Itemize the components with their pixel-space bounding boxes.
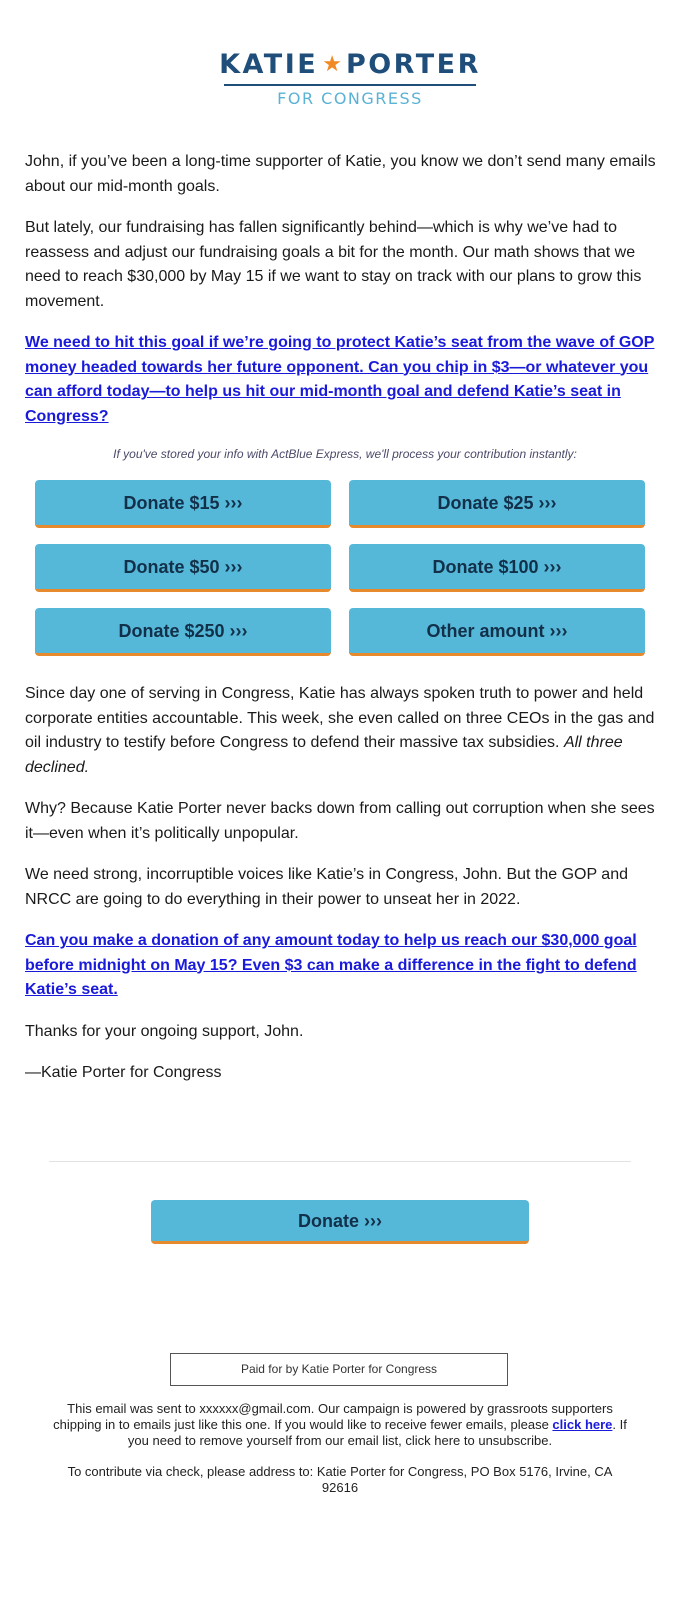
fewer-emails-link[interactable]: click here — [552, 1417, 613, 1432]
donate-button[interactable]: Donate ››› — [151, 1200, 529, 1244]
donate-100-button[interactable]: Donate $100 ››› — [349, 544, 645, 592]
corruption-paragraph: Why? Because Katie Porter never backs down from calling out corruption when she sees it—even when it’s politically unpopular. — [25, 800, 655, 842]
donation-goal-link[interactable]: Can you make a donation of any amount today to help us reach our $30,000 goal before midnight on May 15? Even $3 can make a difference in the fight to defend Katie’s seat. — [25, 932, 637, 998]
footer-sent-to-text: This email was sent to xxxxxx@gmail.com. Our campaign is powered by grassroots supporters chipping in to emails just like this one. If you would like to receive fewer emails, please — [53, 1401, 613, 1432]
donate-15-button[interactable]: Donate $15 ››› — [35, 480, 331, 528]
email-body-bottom — [25, 682, 665, 1103]
protect-seat-link[interactable]: We need to hit this goal if we’re going to protect Katie’s seat from the wave of GOP money headed towards her future opponent. Can you chip in $3—or whatever you can afford today—to help us hit our mid-month goal and defend Katie’s seat in Congress? — [25, 334, 655, 425]
footer-check-address: To contribute via check, please address to: Katie Porter for Congress, PO Box 5176, Irvine, CA 92616 — [67, 1464, 613, 1495]
gop-paragraph: We need strong, incorruptible voices like Katie’s in Congress, John. But the GOP and NRCC are going to do everything in their power to unseat her in 2022. — [25, 866, 628, 908]
logo-first-name: KATIE — [219, 49, 319, 80]
campaign-logo — [0, 50, 700, 109]
truth-to-power-text: Since day one of serving in Congress, Katie has always spoken truth to power and held corporate entities accountable. This week, she even called on three CEOs in the gas and oil industry to testify before Congress to defend their massive tax subsidies. — [25, 685, 655, 751]
thanks-paragraph: Thanks for your ongoing support, John. — [25, 1022, 304, 1040]
paid-for-disclaimer: Paid for by Katie Porter for Congress — [170, 1353, 508, 1386]
fundraising-paragraph: But lately, our fundraising has fallen significantly behind—which is why we’ve had to reassess and adjust our fundraising goals a bit for the month. Our math shows that we need to reach $30,000 by May 15 if we want to stay on track with our plans to grow this movement. — [25, 219, 642, 310]
other-amount-button[interactable]: Other amount ››› — [349, 608, 645, 656]
declined-text: All three declined. — [25, 734, 623, 776]
intro-paragraph: John, if you’ve been a long-time supporter of Katie, you know we don’t send many emails about our mid-month goals. — [25, 153, 656, 195]
actblue-note: If you've stored your info with ActBlue Express, we'll process your contribution instantly: — [113, 447, 577, 461]
logo-divider — [224, 84, 476, 86]
logo-subtitle: FOR CONGRESS — [277, 89, 423, 108]
email-footer — [50, 1401, 630, 1511]
truth-to-power-paragraph — [25, 682, 665, 780]
donate-50-button[interactable]: Donate $50 ››› — [35, 544, 331, 592]
logo-wordmark — [219, 50, 481, 80]
email-body-top — [25, 150, 665, 462]
footer-sent-to — [50, 1401, 630, 1449]
signoff: —Katie Porter for Congress — [25, 1064, 222, 1081]
donate-250-button[interactable]: Donate $250 ››› — [35, 608, 331, 656]
donate-25-button[interactable]: Donate $25 ››› — [349, 480, 645, 528]
footer-unsubscribe-text: . If you need to remove yourself from our email list, click here to unsubscribe. — [127, 1417, 627, 1448]
logo-last-name: PORTER — [345, 49, 481, 80]
star-icon: ★ — [322, 52, 342, 77]
section-divider — [49, 1161, 631, 1162]
